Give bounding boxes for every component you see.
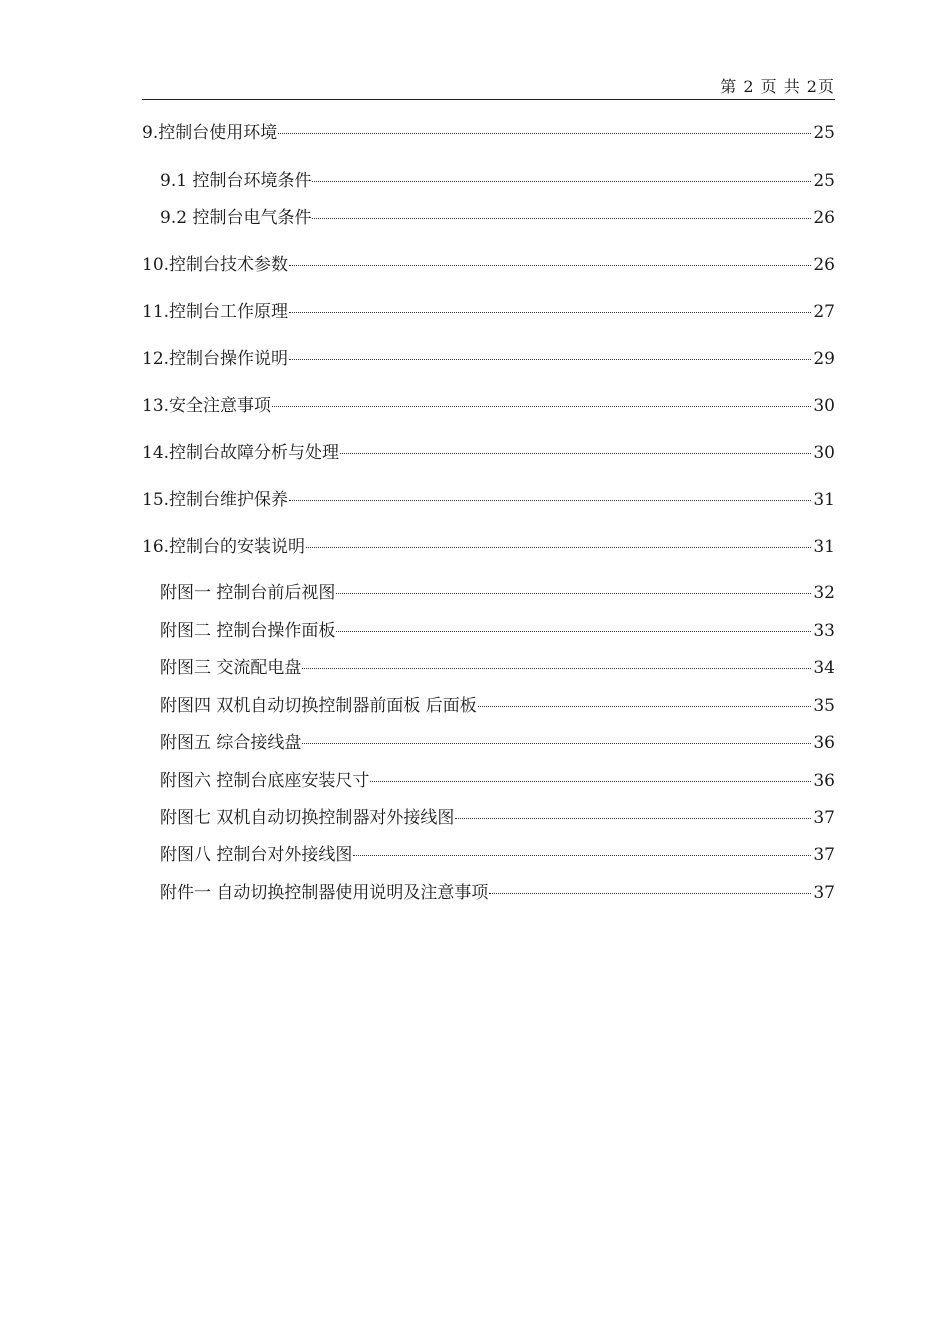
toc-entry-title: 9.控制台使用环境 — [142, 123, 278, 143]
toc-entry-title: 附件一 自动切换控制器使用说明及注意事项 — [160, 883, 489, 903]
toc-entry-title: 附图六 控制台底座安装尺寸 — [160, 771, 370, 791]
toc-entry[interactable] — [160, 732, 835, 754]
toc-entry-page: 25 — [813, 171, 835, 191]
toc-entry-page: 37 — [813, 808, 835, 828]
toc-entry-page: 31 — [813, 490, 835, 510]
toc-entry-title: 附图二 控制台操作面板 — [160, 621, 336, 641]
toc-entry[interactable] — [160, 582, 835, 604]
toc-dot-leader — [272, 406, 811, 407]
toc-entry[interactable] — [142, 254, 835, 276]
toc-entry[interactable] — [160, 695, 835, 717]
toc-entry-title: 附图四 双机自动切换控制器前面板 后面板 — [160, 696, 477, 716]
toc-entry[interactable] — [142, 301, 835, 323]
toc-entry-page: 37 — [813, 883, 835, 903]
toc-entry-page: 26 — [813, 255, 835, 275]
toc-entry-page: 26 — [813, 208, 835, 228]
toc-entry-title: 附图五 综合接线盘 — [160, 733, 302, 753]
toc-entry[interactable] — [142, 348, 835, 370]
toc-entry[interactable] — [160, 620, 835, 642]
toc-entry-page: 32 — [813, 583, 835, 603]
toc-entry[interactable] — [160, 844, 835, 866]
toc-entry[interactable] — [160, 882, 835, 904]
toc-dot-leader — [289, 312, 811, 313]
toc-entry[interactable] — [160, 770, 835, 792]
toc-entry-page: 25 — [813, 123, 835, 143]
toc-entry-title: 9.1 控制台环境条件 — [160, 171, 312, 191]
toc-entry-title: 16.控制台的安装说明 — [142, 537, 306, 557]
toc-entry-page: 30 — [813, 443, 835, 463]
toc-entry-title: 附图七 双机自动切换控制器对外接线图 — [160, 808, 455, 828]
toc-entry-page: 30 — [813, 396, 835, 416]
header-divider — [142, 99, 835, 100]
toc-entry-title: 11.控制台工作原理 — [142, 302, 289, 322]
toc-dot-leader — [455, 818, 811, 819]
toc-entry-title: 附图一 控制台前后视图 — [160, 583, 336, 603]
toc-entry-page: 37 — [813, 845, 835, 865]
toc-dot-leader — [302, 743, 811, 744]
toc-dot-leader — [312, 181, 811, 182]
toc-entry-title: 附图三 交流配电盘 — [160, 658, 302, 678]
toc-entry-page: 33 — [813, 621, 835, 641]
toc-dot-leader — [289, 500, 811, 501]
toc-entry[interactable] — [142, 395, 835, 417]
toc-entry-page: 35 — [813, 696, 835, 716]
toc-dot-leader — [302, 668, 811, 669]
page-number-label: 第 2 页 共 2页 — [720, 77, 835, 96]
toc-entry-title: 14.控制台故障分析与处理 — [142, 443, 340, 463]
toc-dot-leader — [312, 218, 811, 219]
toc-entry-title: 15.控制台维护保养 — [142, 490, 289, 510]
page-header — [142, 74, 835, 96]
toc-entry[interactable] — [142, 489, 835, 511]
toc-entry-page: 29 — [813, 349, 835, 369]
toc-entry-page: 36 — [813, 733, 835, 753]
toc-dot-leader — [289, 265, 811, 266]
toc-entry[interactable] — [142, 442, 835, 464]
toc-entry-page: 34 — [813, 658, 835, 678]
toc-dot-leader — [370, 781, 811, 782]
toc-entry-title: 9.2 控制台电气条件 — [160, 208, 312, 228]
toc-entry-page: 36 — [813, 771, 835, 791]
toc-dot-leader — [353, 855, 811, 856]
toc-dot-leader — [336, 593, 811, 594]
toc-entry-page: 31 — [813, 537, 835, 557]
toc-entry[interactable] — [160, 807, 835, 829]
toc-dot-leader — [336, 631, 811, 632]
toc-entry-page: 27 — [813, 302, 835, 322]
toc-entry-title: 12.控制台操作说明 — [142, 349, 289, 369]
toc-entry[interactable] — [142, 536, 835, 558]
toc-entry-title: 10.控制台技术参数 — [142, 255, 289, 275]
toc-entry-title: 13.安全注意事项 — [142, 396, 272, 416]
toc-entry[interactable] — [160, 207, 835, 229]
toc-entry[interactable] — [160, 170, 835, 192]
toc-dot-leader — [306, 547, 811, 548]
toc-dot-leader — [340, 453, 811, 454]
toc-dot-leader — [478, 706, 812, 707]
toc-dot-leader — [489, 893, 811, 894]
toc-entry-title: 附图八 控制台对外接线图 — [160, 845, 353, 865]
toc-entry[interactable] — [142, 122, 835, 144]
toc-entry[interactable] — [160, 657, 835, 679]
toc-dot-leader — [278, 133, 811, 134]
toc-dot-leader — [289, 359, 811, 360]
